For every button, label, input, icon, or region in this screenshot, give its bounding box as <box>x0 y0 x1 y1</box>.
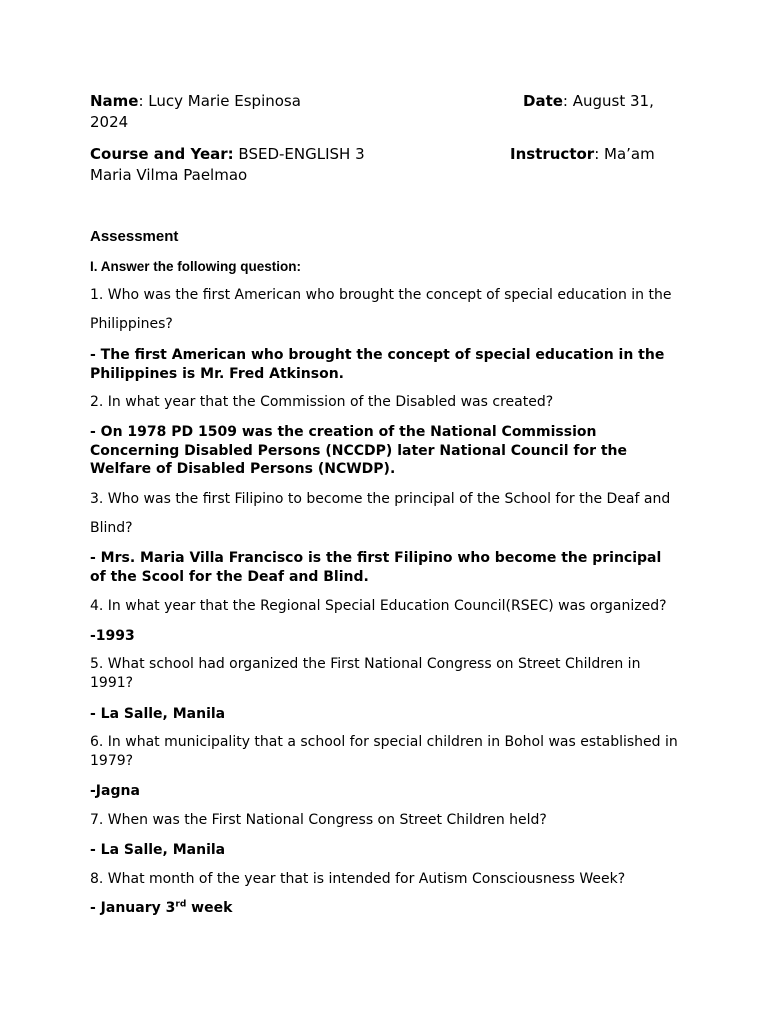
assessment-title: Assessment <box>90 228 179 245</box>
answer-8-prefix: - January 3 <box>90 900 176 916</box>
question-6: 6. In what municipality that a school for special children in Bohol was established in 1979? <box>90 734 678 769</box>
name-label: Name <box>90 92 139 110</box>
instruction-text: I. Answer the following question: <box>90 259 301 274</box>
instructor-label: Instructor <box>510 145 595 163</box>
question-2: 2. In what year that the Commission of the Disabled was created? <box>90 394 554 410</box>
question-7: 7. When was the First National Congress on Street Children held? <box>90 812 547 828</box>
course-instructor-line <box>90 144 680 186</box>
course-label: Course and Year: <box>90 145 234 163</box>
question-8: 8. What month of the year that is intended for Autism Consciousness Week? <box>90 871 626 887</box>
answer-7: - La Salle, Manila <box>90 842 226 858</box>
question-3: 3. Who was the first Filipino to become the principal of the School for the Deaf and Blind? <box>90 491 671 536</box>
name-date-line <box>90 91 680 133</box>
instructor-wrap: Maria Vilma Paelmao <box>90 166 248 184</box>
question-1: 1. Who was the first American who brought the concept of special education in the Philippines? <box>90 287 672 332</box>
date-label: Date <box>523 92 563 110</box>
answer-5: - La Salle, Manila <box>90 706 226 722</box>
answer-3: - Mrs. Maria Villa Francisco is the first Filipino who become the principal of the Scool for the Deaf and Blind. <box>90 550 662 585</box>
answer-8 <box>90 899 680 918</box>
answer-4: -1993 <box>90 628 135 644</box>
answer-8-ordinal: rd <box>175 899 187 910</box>
date-value: : August 31, <box>562 92 654 110</box>
instructor-field <box>510 144 655 165</box>
question-4: 4. In what year that the Regional Special Education Council(RSEC) was organized? <box>90 598 667 614</box>
name-value: : Lucy Marie Espinosa <box>138 92 301 110</box>
answer-6: -Jagna <box>90 783 140 799</box>
date-field <box>523 91 654 112</box>
answer-1: - The first American who brought the concept of special education in the Philippines is Mr. Fred Atkinson. <box>90 347 665 382</box>
answer-8-suffix: week <box>186 900 233 916</box>
answer-2: - On 1978 PD 1509 was the creation of the National Commission Concerning Disabled Persons (NCCDP) later National Council for the Welfare of Disabled Persons (NCWDP). <box>90 424 628 477</box>
date-wrap: 2024 <box>90 113 129 131</box>
question-5: 5. What school had organized the First National Congress on Street Children in 1991? <box>90 656 641 691</box>
course-value: BSED-ENGLISH 3 <box>233 145 365 163</box>
instructor-value: : Ma’am <box>594 145 655 163</box>
